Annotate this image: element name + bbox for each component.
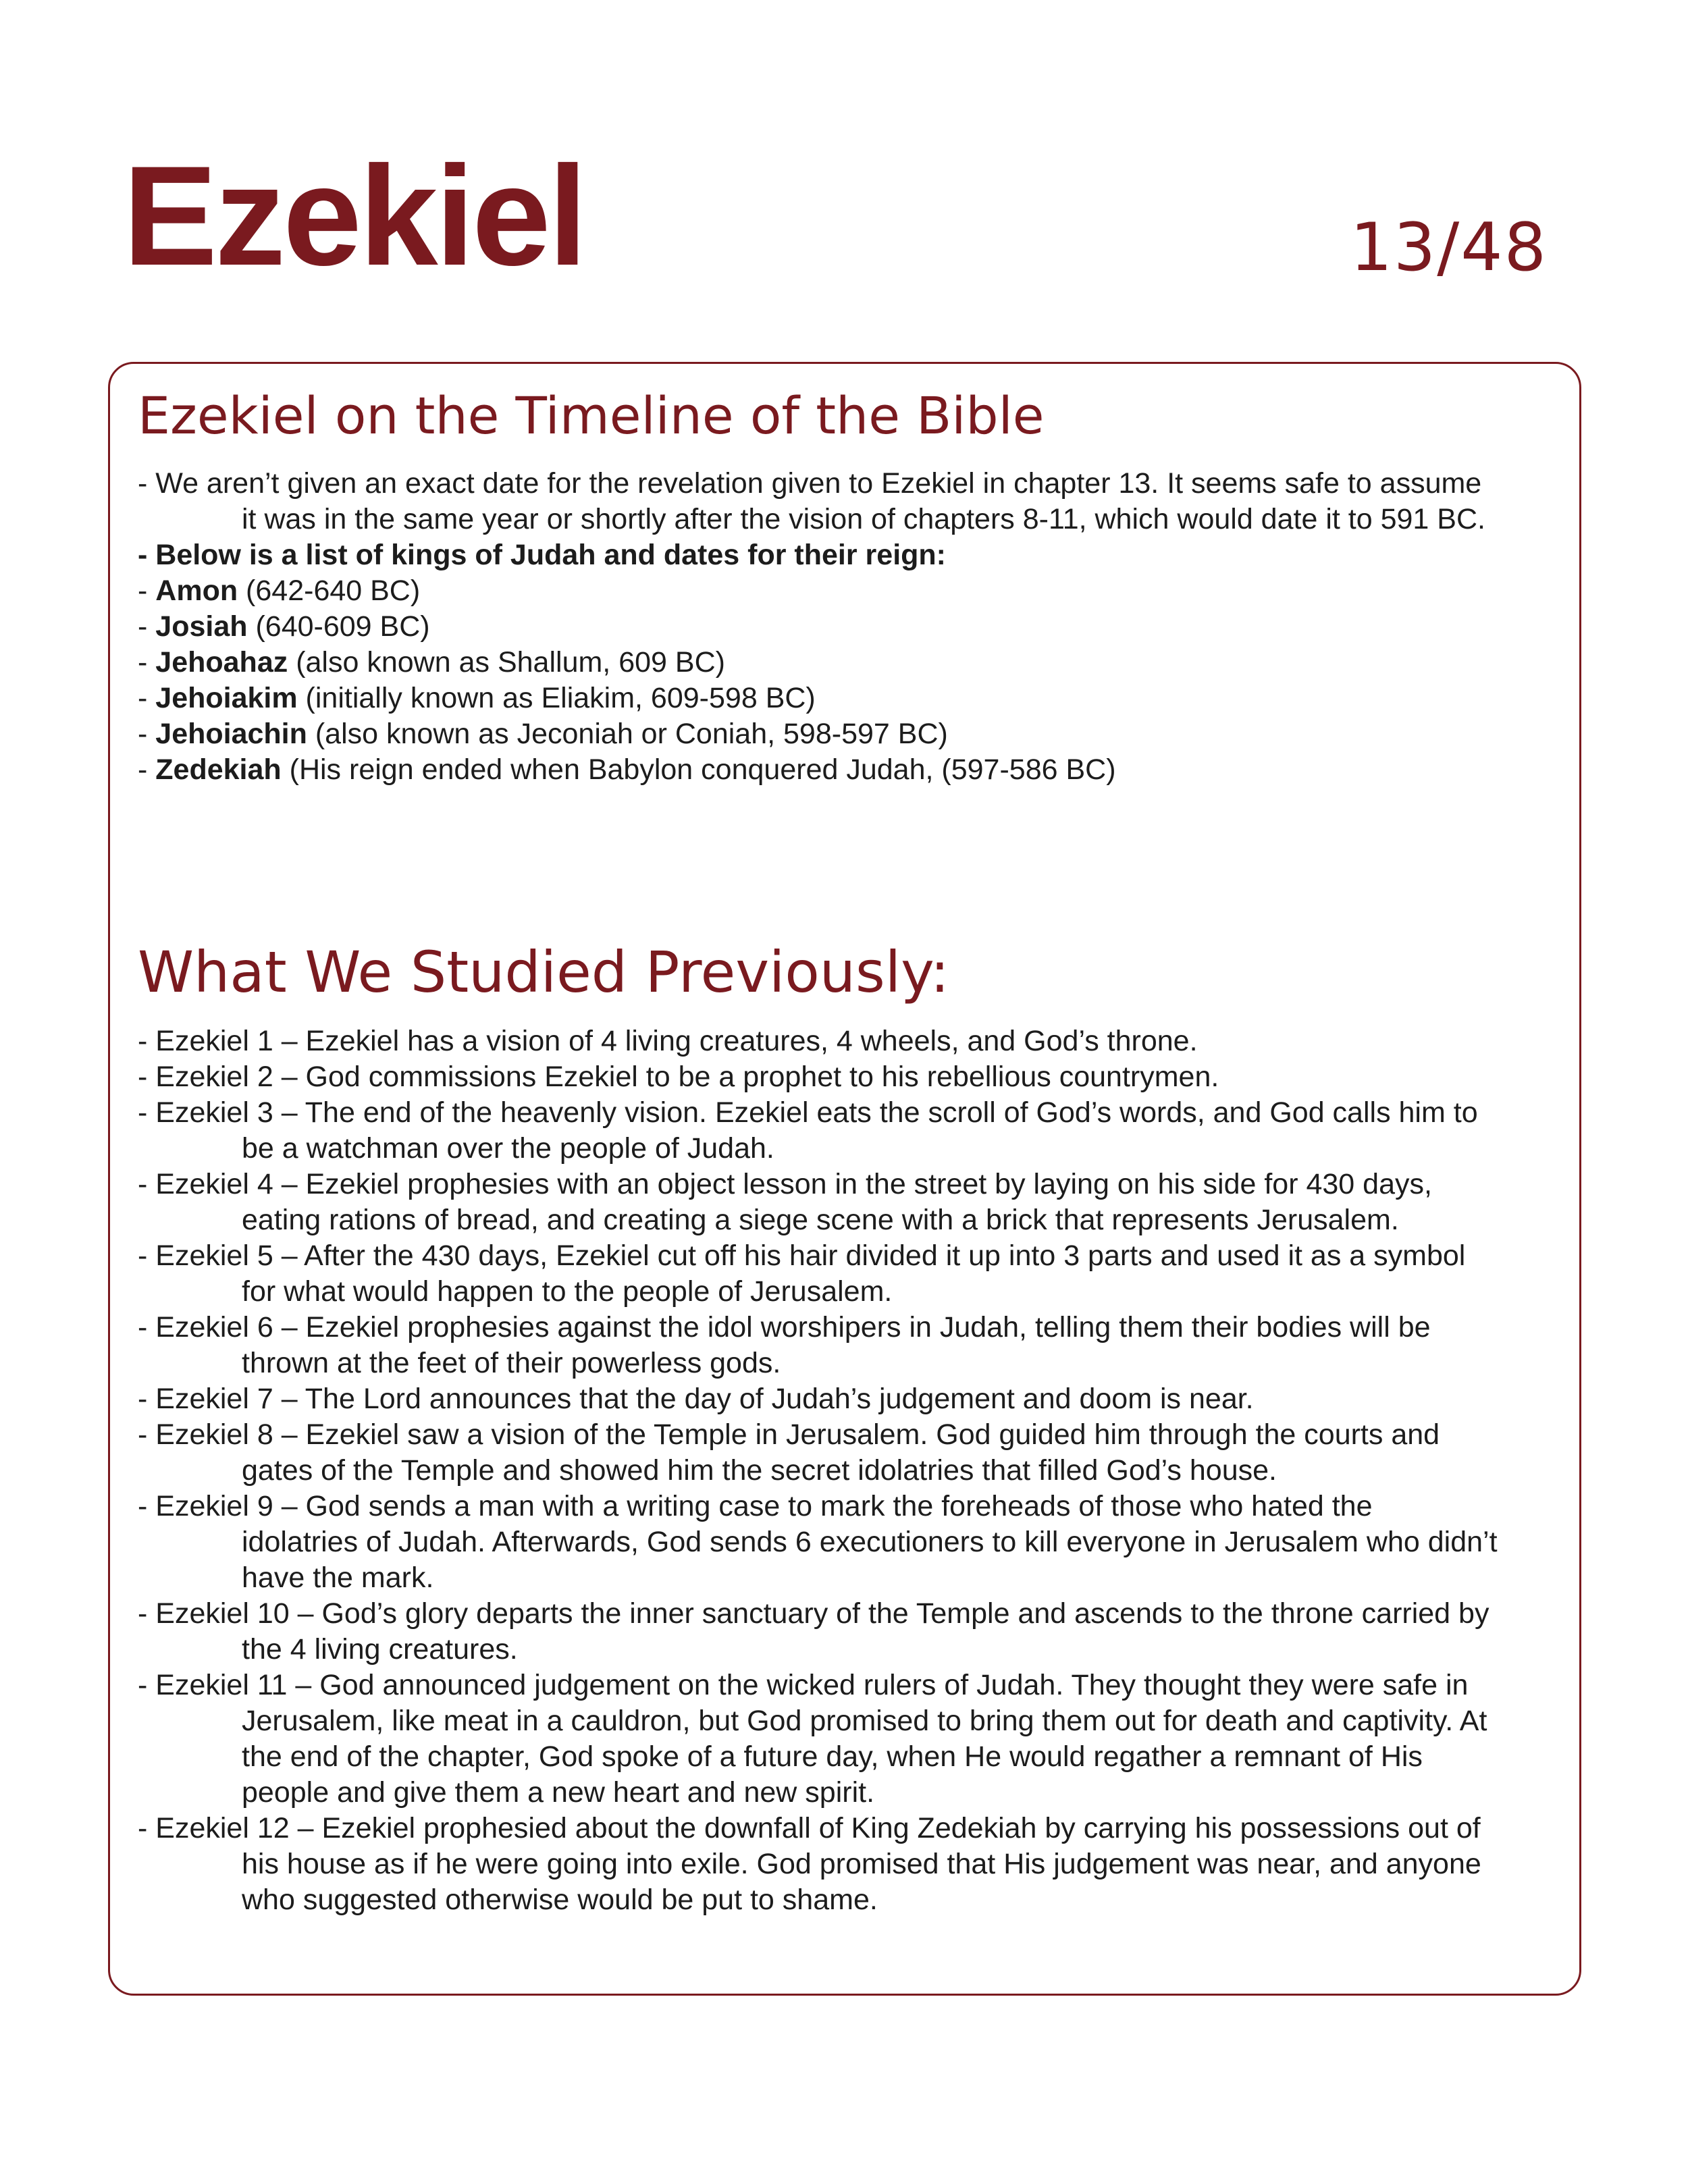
king-name: Josiah xyxy=(155,610,248,643)
king-prefix: - xyxy=(138,753,156,786)
chapter-summary-4: - Ezekiel 4 – Ezekiel prophesies with an object lesson in the street by laying on his side for 430 days, eating rations of bread, and creating a siege scene with a brick that represents Jerusalem. xyxy=(138,1168,1432,1236)
king-item-josiah xyxy=(138,609,1562,645)
king-name: Zedekiah xyxy=(155,753,282,786)
chapter-summary-2: - Ezekiel 2 – God commissions Ezekiel to be a prophet to his rebellious countrymen. xyxy=(138,1061,1219,1093)
king-item-zedekiah xyxy=(138,752,1562,788)
king-name: Jehoiachin xyxy=(155,718,307,750)
previous-list xyxy=(138,1023,1562,1918)
king-name: Jehoahaz xyxy=(155,646,288,678)
chapter-summary-5: - Ezekiel 5 – After the 430 days, Ezekiel cut off his hair divided it up into 3 parts and used it as a symbol for what would happen to the people of Jerusalem. xyxy=(138,1240,1466,1308)
previous-heading: What We Studied Previously: xyxy=(138,939,950,1005)
king-name: Jehoiakim xyxy=(155,682,298,714)
chapter-summary-12: - Ezekiel 12 – Ezekiel prophesied about the downfall of King Zedekiah by carrying his possessions out of his house as if he were going into exile. God promised that His judgement was near, and anyone who suggested otherwise would be put to shame. xyxy=(138,1812,1481,1916)
chapter-summary-9: - Ezekiel 9 – God sends a man with a writing case to mark the foreheads of those who hated the idolatries of Judah. Afterwards, God sends 6 executioners to kill everyone in Jerusalem who didn’t have the mark. xyxy=(138,1490,1498,1594)
king-item-jehoiakim xyxy=(138,681,1562,716)
king-detail: (642-640 BC) xyxy=(238,575,421,607)
chapter-summary-10: - Ezekiel 10 – God’s glory departs the inner sanctuary of the Temple and ascends to the throne carried by the 4 living creatures. xyxy=(138,1597,1489,1666)
kings-heading-text: - Below is a list of kings of Judah and dates for their reign: xyxy=(138,539,946,571)
chapter-summary-6: - Ezekiel 6 – Ezekiel prophesies against the idol worshipers in Judah, telling them their bodies will be thrown at the feet of their powerless gods. xyxy=(138,1311,1431,1379)
king-item-jehoiachin xyxy=(138,716,1562,752)
chapter-summary-11: - Ezekiel 11 – God announced judgement on the wicked rulers of Judah. They thought they were safe in Jerusalem, like meat in a cauldron, but God promised to bring them out for death and captivity. At the end of the chapter, God spoke of a future day, when He would regather a remnant of His people and give them a new heart and new spirit. xyxy=(138,1669,1487,1809)
chapter-summary-1: - Ezekiel 1 – Ezekiel has a vision of 4 living creatures, 4 wheels, and God’s throne. xyxy=(138,1025,1198,1057)
timeline-list xyxy=(138,466,1562,788)
king-name: Amon xyxy=(155,575,238,607)
king-detail: (640-609 BC) xyxy=(247,610,430,643)
king-prefix: - xyxy=(138,575,156,607)
chapter-summary-7: - Ezekiel 7 – The Lord announces that the day of Judah’s judgement and doom is near. xyxy=(138,1383,1254,1415)
king-item-amon xyxy=(138,573,1562,609)
chapter-summary-8: - Ezekiel 8 – Ezekiel saw a vision of the Temple in Jerusalem. God guided him through the courts and gates of the Temple and showed him the secret idolatries that filled God’s house. xyxy=(138,1418,1440,1487)
king-detail: (initially known as Eliakim, 609-598 BC) xyxy=(297,682,816,714)
king-detail: (also known as Shallum, 609 BC) xyxy=(288,646,725,678)
page-title: Ezekiel xyxy=(123,136,585,295)
kings-heading xyxy=(138,537,1562,573)
king-prefix: - xyxy=(138,646,156,678)
king-prefix: - xyxy=(138,610,156,643)
king-prefix: - xyxy=(138,718,156,750)
chapter-summary-3: - Ezekiel 3 – The end of the heavenly vision. Ezekiel eats the scroll of God’s words, and God calls him to be a watchman over the people of Judah. xyxy=(138,1096,1478,1165)
king-detail: (also known as Jeconiah or Coniah, 598-597 BC) xyxy=(307,718,948,750)
king-item-jehoahaz xyxy=(138,645,1562,681)
timeline-intro: - We aren’t given an exact date for the revelation given to Ezekiel in chapter 13. It seems safe to assume it was in the same year or shortly after the vision of chapters 8-11, which would date it to 591 BC. xyxy=(138,467,1485,535)
king-prefix: - xyxy=(138,682,156,714)
page-number: 13/48 xyxy=(1350,209,1548,286)
timeline-heading: Ezekiel on the Timeline of the Bible xyxy=(138,385,1045,446)
king-detail: (His reign ended when Babylon conquered Judah, (597-586 BC) xyxy=(281,753,1116,786)
